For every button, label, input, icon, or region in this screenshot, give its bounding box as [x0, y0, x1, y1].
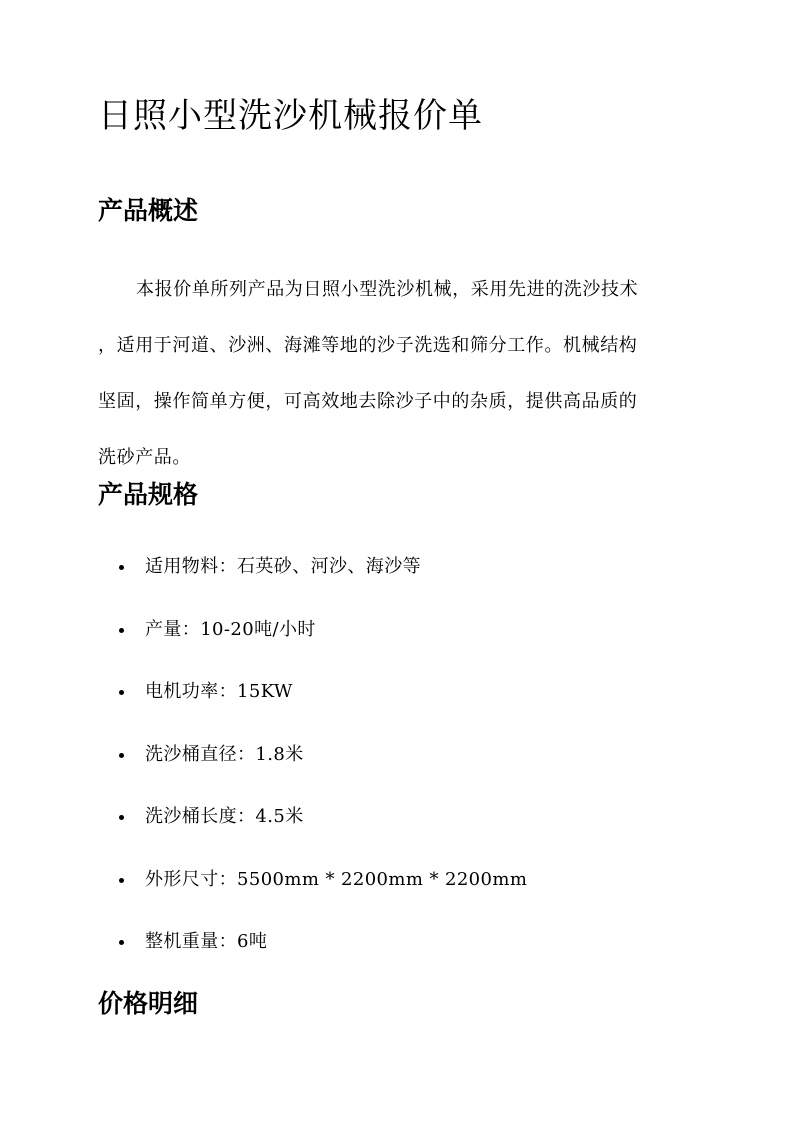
bullet-icon: [119, 753, 124, 758]
spec-text: 整机重量：6吨: [145, 931, 268, 952]
spec-text: 洗沙桶直径：1.8米: [145, 743, 304, 765]
overview-line: 洗砂产品。: [98, 447, 191, 468]
spec-text: 产量：10-20吨/小时: [145, 618, 316, 640]
overview-paragraph: [98, 262, 703, 486]
document-title: 日照小型洗沙机械报价单: [98, 96, 483, 136]
section-heading-pricing: 价格明细: [98, 989, 199, 1018]
spec-text: 洗沙桶长度：4.5米: [145, 806, 304, 827]
bullet-icon: [119, 690, 124, 695]
overview-line: 坚固，操作简单方便，可高效地去除沙子中的杂质，提供高品质的: [98, 391, 638, 412]
bullet-icon: [119, 628, 124, 633]
bullet-icon: [119, 815, 124, 820]
section-heading-specs: 产品规格: [98, 480, 199, 509]
spec-text: 适用物料：石英砂、河沙、海沙等: [145, 556, 421, 577]
overview-line: ，适用于河道、沙洲、海滩等地的沙子洗选和筛分工作。机械结构: [98, 335, 638, 356]
overview-line: 本报价单所列产品为日照小型洗沙机械，采用先进的洗沙技术: [136, 279, 639, 300]
section-heading-overview: 产品概述: [98, 196, 199, 225]
bullet-icon: [119, 878, 124, 883]
bullet-icon: [119, 565, 124, 570]
spec-text: 外形尺寸：5500mm * 2200mm * 2200mm: [145, 868, 528, 890]
bullet-icon: [119, 940, 124, 945]
spec-text: 电机功率：15KW: [145, 681, 293, 702]
